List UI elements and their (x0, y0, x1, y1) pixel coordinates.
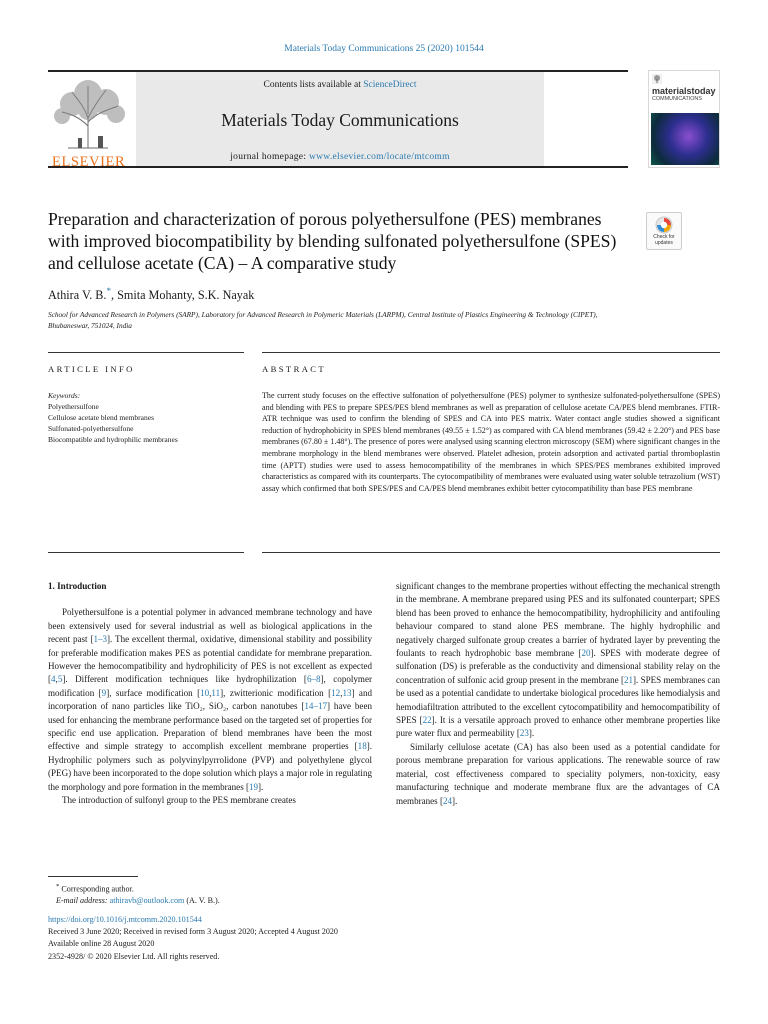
elsevier-mini-logo-icon (652, 74, 662, 84)
article-info-bottom-rule (48, 552, 244, 553)
author-email-link[interactable]: athiravb@outlook.com (109, 896, 185, 906)
intro-paragraph-2: The introduction of sulfonyl group to the PES membrane creates (62, 795, 296, 806)
abstract-top-rule (262, 352, 720, 353)
doi-link[interactable]: https://doi.org/10.1016/j.mtcomm.2020.101544 (48, 915, 202, 924)
citation-link[interactable]: 11 (211, 687, 221, 698)
citation-link[interactable]: 4 (51, 674, 56, 685)
citation-link[interactable]: 12 (331, 687, 341, 698)
keywords-block (48, 390, 244, 445)
footnote-rule (48, 876, 138, 877)
citation-link[interactable]: 9 (101, 687, 107, 698)
author-affiliation: School for Advanced Research in Polymers (SARP), Laboratory for Advanced Research in Polymeric Materials (LARPM), Central Institute of Plastics Engineering & Technology (CIPET), Bhubaneswar, 751024, India (48, 310, 598, 330)
cover-subtitle: COMMUNICATIONS (652, 96, 702, 102)
citation-link[interactable]: 19 (249, 781, 259, 792)
check-label-line2: updates (655, 239, 673, 246)
abstract-bottom-rule (262, 552, 720, 553)
journal-cover-thumbnail[interactable] (648, 70, 720, 168)
publication-info (48, 914, 548, 963)
journal-citation-link[interactable]: Materials Today Communications 25 (2020) 101544 (284, 44, 484, 54)
received-dates: Received 3 June 2020; Received in revised form 3 August 2020; Accepted 4 August 2020 (48, 927, 338, 937)
keywords-label: Keywords: (48, 391, 81, 400)
check-for-updates-icon (655, 216, 673, 234)
journal-homepage-line (136, 152, 544, 162)
elsevier-wordmark: ELSEVIER (52, 154, 126, 170)
homepage-prefix: journal homepage: (230, 152, 309, 162)
email-footnote (48, 895, 548, 907)
intro-paragraph-3: significant changes to the membrane properties without effecting the mechanical strength in the membrane. A membrane prepared using PES and its sulfonated counterpart; SPES blend has been proved to enhance the hemocompatibility, hydrophilicity and antifouling behaviour compared to stand alone PES membrane. The highly hydrophilic and negatively charged sulfonate group creates a barrier of hydrated layer by preventing the foulants to reach hydrophobic base membrane [20]. SPES with moderate degree of sulfonation (DS) is preferable as the conductivity and dimensional stability relay on the concentration of sulfonic acid group present in the membrane [21]. SPES membranes can be used as a potential candidate to undertake biological procedures like hemodialysis and hemodiafiltration attributed to the excellent cytocompatibility and hemocompatibility of SPES [22]. It is a versatile approach proved to enhance other membrane properties like pure water flux and permeability [23]. (396, 581, 720, 739)
corresponding-author-text: Corresponding author. (61, 884, 134, 894)
corresponding-footnote (48, 881, 548, 895)
body-column-right (396, 580, 720, 808)
author-list (48, 286, 254, 303)
citation-link[interactable]: 22 (422, 715, 432, 726)
email-label: E-mail address: (56, 896, 110, 906)
citation-link[interactable]: 24 (442, 795, 453, 806)
available-online-date: Available online 28 August 2020 (48, 939, 155, 949)
citation-link[interactable]: 10 (200, 687, 210, 698)
citation-link[interactable]: 18 (357, 741, 367, 752)
masthead-center-panel (136, 72, 544, 166)
email-suffix: (A. V. B.). (184, 896, 220, 906)
body-column-left (48, 580, 372, 808)
intro-paragraph-1: Polyethersulfone is a potential polymer in advanced membrane technology and have been extensively used for several industrial as well as biological applications in the recent past [1–3]. The excellent thermal, oxidative, dimensional stability and possibility for preferable modification makes PES as potential candidate for membrane preparation. However the hemocompatibility and hydrophilicity of PES is not excellent as expected [4,5]. Different modification techniques like hydrophilization [6–8], copolymer modification [9], surface modification [10,11], zwitterionic modification [12,13] and incorporation of nano particles like TiO₂, SiO₂, carbon nanotubes [14–17] have been used for enhancing the membrane performance based on the targeted set of properties for specific end use application. Preparation of blend membranes have been the most effective and simple strategy to accomplish excellent membrane properties [18]. Hydrophilic polymers such as polyvinylpyrrolidone (PVP) and polyethylene glycol (PEG) have been incorporated to the dope solution which plays a major role in regulating the morphology and pore formation in the membranes [19]. (48, 607, 372, 792)
citation-link[interactable]: 14–17 (304, 701, 328, 712)
abstract-body: The current study focuses on the effective sulfonation of polyethersulfone (PES) polymer to synthesize sulfonated-polyethersulfone (SPES) and blending with PES to prepare SPES/PES blend membranes as well as preparation of cellulose acetate CA/PES blend membranes. FTIR-ATR technique was used to confirm the blending of SPES and CA into PES matrix. Water contact angle studies showed a significant reduction of hydrophobicity in SPES blend membranes (49.55 ± 1.52°) as compared with CA blend membranes (59.42 ± 2.20°) and PES base membranes (67.80 ± 1.48°). The presence of pores were analysed using scanning electron microscopy (SEM) where significant changes in the membrane morphology in the blend membranes were observed. Platelet adhesion, protein adsorption and activated partial thromboplastin time (APTT) studies were used to assess hemocompatibility of the membranes in which SPES/PES membranes exhibited improved characteristics as compared with its counterparts. The cytocompatibility of membranes were evaluated using water soluble tetrazolium (WST) assay which confirmed that both SPES/PES and CA/PES blend membranes exhibit better cytocompatibility than base PES membrane (262, 391, 720, 493)
keyword-item: Cellulose acetate blend membranes (48, 413, 154, 422)
masthead (48, 70, 628, 168)
contents-prefix: Contents lists available at (263, 80, 364, 90)
abstract-heading: ABSTRACT (262, 364, 327, 374)
tree-logo-icon (48, 76, 132, 152)
sciencedirect-link[interactable]: ScienceDirect (363, 80, 417, 90)
article-info-top-rule (48, 352, 244, 353)
copyright-line: 2352-4928/ © 2020 Elsevier Ltd. All rights reserved. (48, 951, 220, 961)
keyword-item: Sulfonated-polyethersulfone (48, 424, 134, 433)
author-first[interactable]: Athira V. B. (48, 288, 107, 303)
check-for-updates-button[interactable] (646, 212, 682, 250)
check-label-line1: Check for (653, 234, 675, 240)
journal-name: Materials Today Communications (221, 110, 459, 130)
keyword-item: Biocompatible and hydrophilic membranes (48, 435, 178, 444)
citation-link[interactable]: 20 (581, 648, 591, 659)
contents-available-line (136, 80, 544, 90)
cover-artwork (651, 113, 719, 165)
citation-link[interactable]: 21 (623, 674, 634, 685)
citation-link[interactable]: 5 (57, 674, 63, 685)
citation-link[interactable]: 6–8 (306, 674, 321, 685)
cover-title: materialstoday (652, 86, 716, 96)
citation-link[interactable]: 23 (519, 728, 529, 739)
citation-link[interactable]: 1–3 (93, 634, 108, 645)
section-heading-introduction: 1. Introduction (48, 581, 107, 591)
homepage-link[interactable]: www.elsevier.com/locate/mtcomm (308, 152, 450, 162)
corresponding-footnote-mark: * (56, 883, 60, 890)
article-title: Preparation and characterization of porous polyethersulfone (PES) membranes with improved biocompatibility by blending sulfonated polyethersulfone (SPES) and cellulose acetate (CA) – A comparative study (48, 209, 617, 273)
author-rest: , Smita Mohanty, S.K. Nayak (110, 288, 255, 303)
elsevier-tree-logo[interactable] (48, 76, 132, 170)
footnotes (48, 881, 548, 907)
intro-paragraph-4: Similarly cellulose acetate (CA) has also been used as a potential candidate for porous membrane preparation for various applications. The renewable source of raw material, cost effectiveness compared to speciality polymers, non-toxicity, easy manufacturing technique and moderate membrane flux are the advantages of CA membranes [24]. (396, 741, 720, 806)
article-info-heading: ARTICLE INFO (48, 364, 135, 374)
keyword-item: Polyethersulfone (48, 402, 99, 411)
citation-link[interactable]: 13 (342, 687, 352, 698)
corresponding-author-mark[interactable]: * (106, 286, 111, 296)
check-for-updates-label (647, 235, 681, 246)
